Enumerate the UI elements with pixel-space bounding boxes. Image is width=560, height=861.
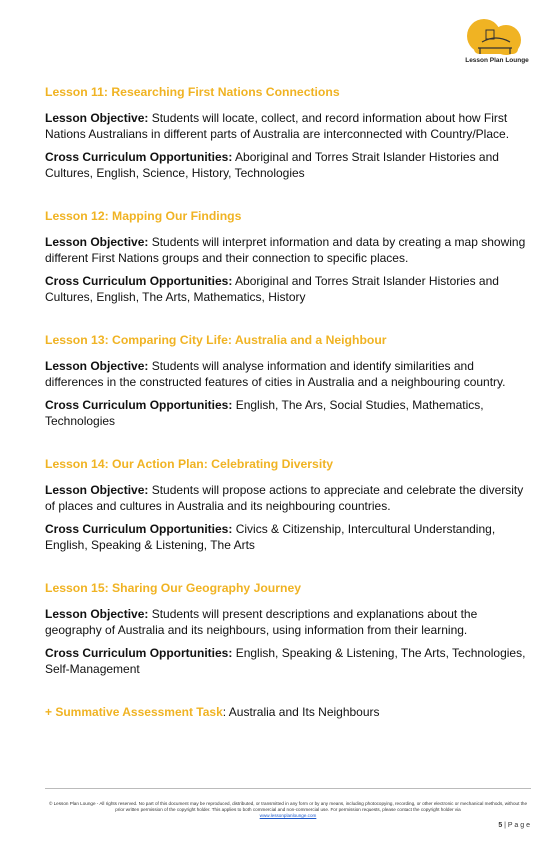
lesson-title: Lesson 12: Mapping Our Findings (45, 209, 242, 223)
lesson-14 (45, 457, 531, 553)
summative-label: + Summative Assessment Task (45, 705, 223, 719)
lesson-title: Lesson 15: Sharing Our Geography Journey (45, 581, 301, 595)
summative-assessment (45, 705, 531, 719)
page-number-value: 5 (498, 822, 503, 829)
cross-text: English, Speaking & Listening, The Arts, Technologies, Self-Management (45, 646, 526, 676)
objective-text: Students will locate, collect, and record information about how First Nations Australians in different parts of Australia are interconnected with Country/Place. (45, 111, 510, 141)
footer-divider (45, 788, 531, 789)
lesson-title: Lesson 14: Our Action Plan: Celebrating Diversity (45, 457, 334, 471)
objective-text: Students will propose actions to appreciate and celebrate the diversity of places and cultures in Australia and its neighbouring countries. (45, 483, 524, 513)
lesson-objective (45, 482, 531, 514)
cross-curriculum (45, 521, 531, 553)
lesson-list (45, 85, 531, 719)
lesson-objective (45, 110, 531, 142)
lesson-objective (45, 606, 531, 638)
cross-label: Cross Curriculum Opportunities: (45, 646, 233, 660)
cross-curriculum (45, 645, 531, 677)
objective-label: Lesson Objective: (45, 359, 149, 373)
cross-text: Civics & Citizenship, Intercultural Understanding, English, Speaking & Listening, The Arts (45, 522, 496, 552)
cross-curriculum (45, 149, 531, 181)
objective-text: Students will analyse information and identify similarities and differences in the constructed features of cities in Australia and a neighbouring country. (45, 359, 506, 389)
page-number (498, 822, 530, 829)
lesson-title: Lesson 11: Researching First Nations Connections (45, 85, 340, 99)
page-label: | P a g e (504, 822, 530, 829)
cross-label: Cross Curriculum Opportunities: (45, 274, 233, 288)
lesson-13 (45, 333, 531, 429)
objective-label: Lesson Objective: (45, 235, 149, 249)
lesson-12 (45, 209, 531, 305)
lesson-15 (45, 581, 531, 677)
cross-curriculum (45, 273, 531, 305)
objective-text: Students will present descriptions and explanations about the geography of Australia and its neighbours, using information from their learning. (45, 607, 478, 637)
lesson-objective (45, 234, 531, 266)
objective-label: Lesson Objective: (45, 111, 149, 125)
lesson-title: Lesson 13: Comparing City Life: Australia and a Neighbour (45, 333, 387, 347)
objective-label: Lesson Objective: (45, 607, 149, 621)
objective-label: Lesson Objective: (45, 483, 149, 497)
cross-curriculum (45, 397, 531, 429)
cross-text: Aboriginal and Torres Strait Islander Histories and Cultures, English, The Arts, Mathematics, History (45, 274, 499, 304)
lesson-objective (45, 358, 531, 390)
cross-text: Aboriginal and Torres Strait Islander Histories and Cultures, English, Science, History, Technologies (45, 150, 499, 180)
cross-label: Cross Curriculum Opportunities: (45, 398, 233, 412)
cross-label: Cross Curriculum Opportunities: (45, 522, 233, 536)
summative-text: : Australia and Its Neighbours (222, 705, 380, 719)
cross-text: English, The Ars, Social Studies, Mathematics, Technologies (45, 398, 484, 428)
objective-text: Students will interpret information and data by creating a map showing different First Nations groups and their connection to specific places. (45, 235, 526, 265)
lesson-11 (45, 85, 531, 181)
cross-label: Cross Curriculum Opportunities: (45, 150, 233, 164)
copyright-text: © Lesson Plan Lounge - All rights reserved. No part of this document may be reproduced, distributed, or transmitted in any form or by any means, including photocopying, recording, or other electronic or mechanical methods, without the prior written permission of the copyright holder. This applies to both commercial and non-commercial use. For permission requests, please contact the copyright holder via (48, 801, 528, 812)
copyright-notice (45, 801, 531, 819)
logo-label: Lesson Plan Lounge (465, 57, 529, 64)
website-link[interactable]: www.lessonplanlounge.com (259, 813, 317, 818)
